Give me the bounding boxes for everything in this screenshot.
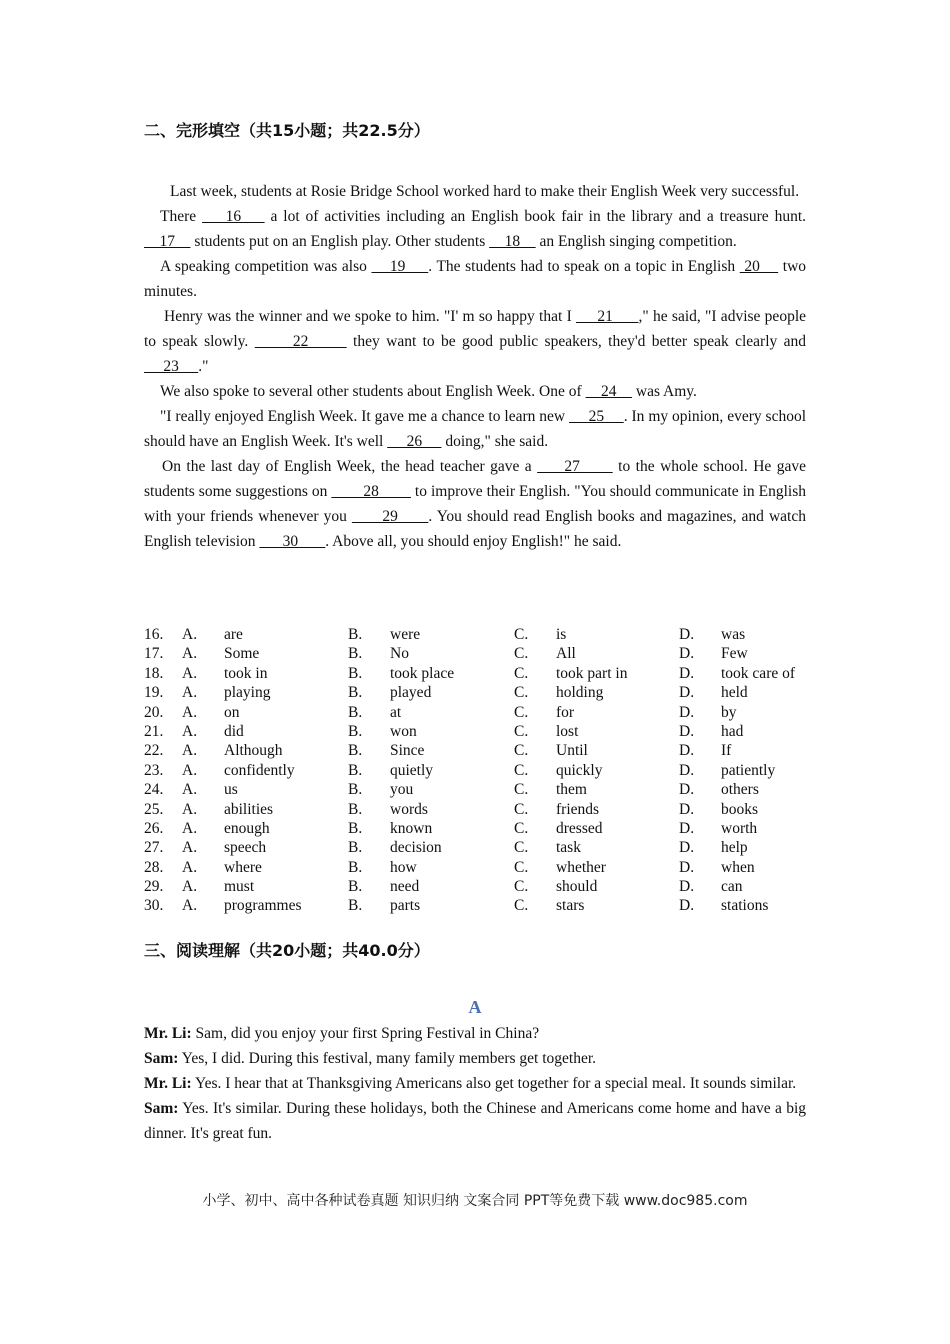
option-b: parts [390,897,421,915]
option-letter: A. [182,800,198,818]
option-letter: B. [348,703,363,721]
speaker-name: Mr. Li: [144,1025,192,1042]
option-d: held [721,684,748,702]
passage-paragraph-7: On the last day of English Week, the head teacher gave a 27 to the whole school. He gave students some suggestions on 28 to improve their English. "You should communicate in English with your friends whenever you 29 . You should read English books and magazines, and watch English television 30 . Above all, you should enjoy English!" he said. [144,458,807,550]
cloze-section-heading: 二、完形填空（共15小题；共22.5分） [144,121,430,140]
option-letter: A. [182,819,198,837]
option-letter: D. [679,703,695,721]
passage-paragraph-5: We also spoke to several other students about English Week. One of 24 was Amy. [160,383,697,400]
blank-22: 22 [254,333,347,350]
option-letter: D. [679,839,695,857]
option-a: programmes [224,897,302,915]
option-letter: A. [182,664,198,682]
dialogue-line [144,1071,806,1096]
answer-options [144,625,806,916]
option-letter: C. [514,839,529,857]
option-a: Although [224,742,283,760]
option-a: on [224,703,240,721]
option-b: won [390,722,417,740]
blank-17: 17 [144,233,191,250]
option-d: help [721,839,748,857]
dialogue [144,1021,806,1146]
option-d: others [721,781,759,799]
passage-paragraph-1: Last week, students at Rosie Bridge School worked hard to make their English Week very successful. [170,183,800,200]
speaker-name: Mr. Li: [144,1075,192,1092]
option-c: for [556,703,575,721]
dialogue-text: Yes. I hear that at Thanksgiving Americans also get together for a special meal. It sounds similar. [191,1075,797,1092]
option-b: quietly [390,761,434,779]
option-c: is [556,626,567,643]
option-letter: D. [679,742,695,760]
question-number: 29. [144,878,164,896]
option-letter: A. [182,703,198,721]
blank-24: 24 [585,383,633,400]
question-number: 26. [144,819,164,837]
passage-paragraph-3: A speaking competition was also 19 . The students had to speak on a topic in English 20 two minutes. [144,258,807,300]
option-c: took part in [556,664,628,682]
question-number: 24. [144,781,164,799]
option-letter: D. [679,684,695,702]
option-letter: C. [514,858,529,876]
option-a: must [224,878,255,896]
blank-21: 21 [576,308,639,325]
option-letter: B. [348,781,363,799]
blank-20: 20 [739,258,779,275]
blank-25: 25 [569,408,624,425]
dialogue-line [144,1021,806,1046]
speaker-name: Sam: [144,1050,179,1067]
option-b: how [390,858,417,876]
option-c: dressed [556,819,603,837]
option-letter: A. [182,897,198,915]
option-letter: C. [514,722,529,740]
option-letter: A. [182,645,198,663]
question-number: 22. [144,742,164,760]
option-d: patiently [721,761,776,779]
option-letter: B. [348,626,363,643]
option-a: where [224,858,262,876]
option-row [144,625,806,644]
option-c: lost [556,722,579,740]
option-letter: D. [679,664,695,682]
option-b: need [390,878,420,896]
section-a-title: A [468,997,482,1017]
blank-18: 18 [489,233,536,250]
dialogue-text: Yes, I did. During this festival, many family members get together. [178,1050,597,1067]
option-row [144,858,806,877]
option-letter: C. [514,645,529,663]
option-letter: B. [348,722,363,740]
option-a: took in [224,664,268,682]
question-number: 21. [144,722,164,740]
option-c: task [556,839,581,857]
option-b: Since [390,742,425,760]
option-a: abilities [224,800,274,818]
option-b: words [390,800,428,818]
option-letter: A. [182,761,198,779]
option-row [144,741,806,760]
option-letter: B. [348,897,363,915]
option-a: are [224,626,243,643]
blank-28: 28 [331,483,411,500]
option-letter: B. [348,761,363,779]
option-letter: C. [514,819,529,837]
option-row [144,664,806,683]
blank-27: 27 [537,458,613,475]
option-b: played [390,684,432,702]
option-letter: B. [348,742,363,760]
option-letter: C. [514,761,529,779]
option-c: Until [556,742,588,760]
option-c: whether [556,858,606,876]
option-letter: B. [348,664,363,682]
option-letter: B. [348,839,363,857]
option-letter: A. [182,684,198,702]
option-a: enough [224,819,270,837]
question-number: 16. [144,626,164,643]
option-row [144,838,806,857]
option-letter: D. [679,645,695,663]
question-number: 18. [144,664,164,682]
option-a: speech [224,839,267,857]
question-number: 17. [144,645,164,663]
dialogue-text: Yes. It's similar. During these holidays, both the Chinese and Americans come home and have a big dinner. It's great fun. [144,1100,806,1142]
option-d: If [721,742,732,760]
option-b: were [390,626,421,643]
option-d: by [721,703,737,721]
option-c: stars [556,897,585,915]
option-d: worth [721,819,758,837]
option-letter: D. [679,626,695,643]
option-letter: D. [679,897,695,915]
blank-19: 19 [371,258,429,275]
blank-16: 16 [202,208,265,225]
option-d: stations [721,897,769,915]
option-letter: D. [679,781,695,799]
option-c: All [556,645,576,663]
option-letter: D. [679,819,695,837]
question-number: 25. [144,800,164,818]
option-d: was [721,626,746,643]
option-d: Few [721,645,748,663]
option-d: took care of [721,664,796,682]
dialogue-text: Sam, did you enjoy your first Spring Festival in China? [191,1025,540,1042]
question-number: 30. [144,897,164,915]
blank-26: 26 [387,433,442,450]
option-letter: A. [182,839,198,857]
dialogue-line [144,1096,806,1146]
option-letter: A. [182,878,198,896]
option-d: when [721,858,755,876]
option-b: you [390,781,414,799]
option-letter: B. [348,800,363,818]
passage-paragraph-4: Henry was the winner and we spoke to him. "I' m so happy that I 21 ," he said, "I advise people to speak slowly. 22 they want to be good public speakers, they'd better speak clearly and 23 ." [144,308,807,375]
option-letter: D. [679,800,695,818]
option-a: us [224,781,238,799]
option-letter: D. [679,858,695,876]
reading-section-heading: 三、阅读理解（共20小题；共40.0分） [144,941,430,960]
option-b: took place [390,664,455,682]
option-a: Some [224,645,260,663]
dialogue-line [144,1046,806,1071]
question-number: 28. [144,858,164,876]
option-letter: C. [514,626,529,643]
option-letter: A. [182,781,198,799]
option-c: should [556,878,598,896]
option-letter: B. [348,858,363,876]
option-row [144,683,806,702]
option-c: friends [556,800,600,818]
option-row [144,761,806,780]
option-row [144,800,806,819]
question-number: 23. [144,761,164,779]
option-c: quickly [556,761,603,779]
footer-banner: 小学、初中、高中各种试卷真题 知识归纳 文案合同 PPT等免费下载 www.doc985.com [202,1193,748,1209]
option-b: at [390,703,402,721]
option-letter: B. [348,878,363,896]
option-a: playing [224,684,271,702]
question-number: 19. [144,684,164,702]
blank-23: 23 [144,358,199,375]
option-letter: C. [514,742,529,760]
option-c: them [556,781,587,799]
option-letter: D. [679,878,695,896]
option-d: had [721,722,744,740]
question-number: 27. [144,839,164,857]
passage-paragraph-6: "I really enjoyed English Week. It gave me a chance to learn new 25 . In my opinion, every school should have an English Week. It's well 26 doing," she said. [144,408,807,450]
option-row [144,896,806,915]
option-a: did [224,722,244,740]
option-letter: C. [514,684,529,702]
cloze-passage [144,179,806,554]
option-letter: B. [348,645,363,663]
option-b: No [390,645,409,663]
option-letter: D. [679,761,695,779]
option-c: holding [556,684,604,702]
option-b: decision [390,839,442,857]
option-letter: C. [514,897,529,915]
option-letter: C. [514,878,529,896]
option-row [144,877,806,896]
option-row [144,819,806,838]
option-row [144,780,806,799]
speaker-name: Sam: [144,1100,179,1117]
option-letter: C. [514,703,529,721]
option-letter: D. [679,722,695,740]
option-letter: A. [182,626,198,643]
option-d: books [721,800,759,818]
option-row [144,644,806,663]
blank-29: 29 [351,508,429,525]
option-row [144,703,806,722]
option-letter: B. [348,819,363,837]
option-row [144,722,806,741]
option-a: confidently [224,761,295,779]
option-b: known [390,819,433,837]
option-letter: B. [348,684,363,702]
option-letter: C. [514,800,529,818]
question-number: 20. [144,703,164,721]
blank-30: 30 [259,533,326,550]
option-letter: C. [514,781,529,799]
passage-paragraph-2: There 16 a lot of activities including an English book fair in the library and a treasure hunt. 17 students put on an English play. Other students 18 an English singing competition. [144,208,807,250]
option-letter: A. [182,722,198,740]
option-d: can [721,878,743,896]
option-letter: A. [182,858,198,876]
option-letter: C. [514,664,529,682]
option-letter: A. [182,742,198,760]
